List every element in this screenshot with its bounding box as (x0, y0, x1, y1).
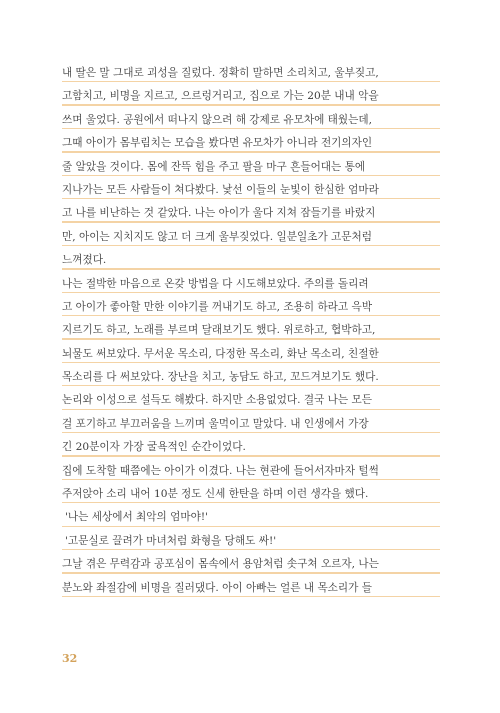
text-line: 목소리를 다 써보았다. 장난을 치고, 농담도 하고, 꼬드겨보기도 했다. (62, 366, 440, 389)
page-number: 32 (62, 652, 78, 665)
text-line: 집에 도착할 때쯤에는 아이가 이겼다. 나는 현관에 들어서자마자 털썩 (62, 460, 440, 483)
text-line: 지나가는 모든 사람들이 쳐다봤다. 낯선 이들의 눈빛이 한심한 엄마라 (62, 179, 440, 202)
body-text (62, 62, 440, 600)
text-line: 주저앉아 소리 내어 10분 정도 신세 한탄을 하며 이런 생각을 했다. (62, 483, 440, 506)
text-line: 쓰며 울었다. 공원에서 떠나지 않으려 해 강제로 유모차에 태웠는데, (62, 109, 440, 132)
text-line: 고 아이가 좋아할 만한 이야기를 꺼내기도 하고, 조용히 하라고 윽박 (62, 296, 440, 319)
dialogue-line: '고문실로 끌려가 마녀처럼 화형을 당해도 싸!' (62, 530, 440, 553)
text-line: 긴 20분이자 가장 굴욕적인 순간이었다. (62, 436, 440, 459)
text-line: 만, 아이는 지치지도 않고 더 크게 울부짖었다. 일분일초가 고문처럼 (62, 226, 440, 249)
text-line: 줄 알았을 것이다. 몸에 잔뜩 힘을 주고 팔을 마구 흔들어대는 통에 (62, 156, 440, 179)
text-line: 느껴졌다. (62, 249, 440, 272)
text-line: 내 딸은 말 그대로 괴성을 질렀다. 정확히 말하면 소리치고, 울부짖고, (62, 62, 440, 85)
text-line: 고함치고, 비명을 지르고, 으르렁거리고, 집으로 가는 20분 내내 악을 (62, 85, 440, 108)
text-line: 그날 겪은 무력감과 공포심이 몸속에서 용암처럼 솟구쳐 오르자, 나는 (62, 553, 440, 576)
text-line: 분노와 좌절감에 비명을 질러댔다. 아이 아빠는 얼른 내 목소리가 들 (62, 577, 440, 600)
text-line: 나는 절박한 마음으로 온갖 방법을 다 시도해보았다. 주의를 돌리려 (62, 273, 440, 296)
text-line: 고 나를 비난하는 것 같았다. 나는 아이가 울다 지쳐 잠들기를 바랐지 (62, 202, 440, 225)
text-line: 걸 포기하고 부끄러움을 느끼며 울먹이고 말았다. 내 인생에서 가장 (62, 413, 440, 436)
text-line: 논리와 이성으로 설득도 해봤다. 하지만 소용없었다. 결국 나는 모든 (62, 389, 440, 412)
text-line: 지르기도 하고, 노래를 부르며 달래보기도 했다. 위로하고, 협박하고, (62, 319, 440, 342)
dialogue-line: '나는 세상에서 최악의 엄마야!' (62, 506, 440, 529)
text-line: 뇌물도 써보았다. 무서운 목소리, 다정한 목소리, 화난 목소리, 친절한 (62, 343, 440, 366)
text-line: 그때 아이가 몸부림치는 모습을 봤다면 유모차가 아니라 전기의자인 (62, 132, 440, 155)
